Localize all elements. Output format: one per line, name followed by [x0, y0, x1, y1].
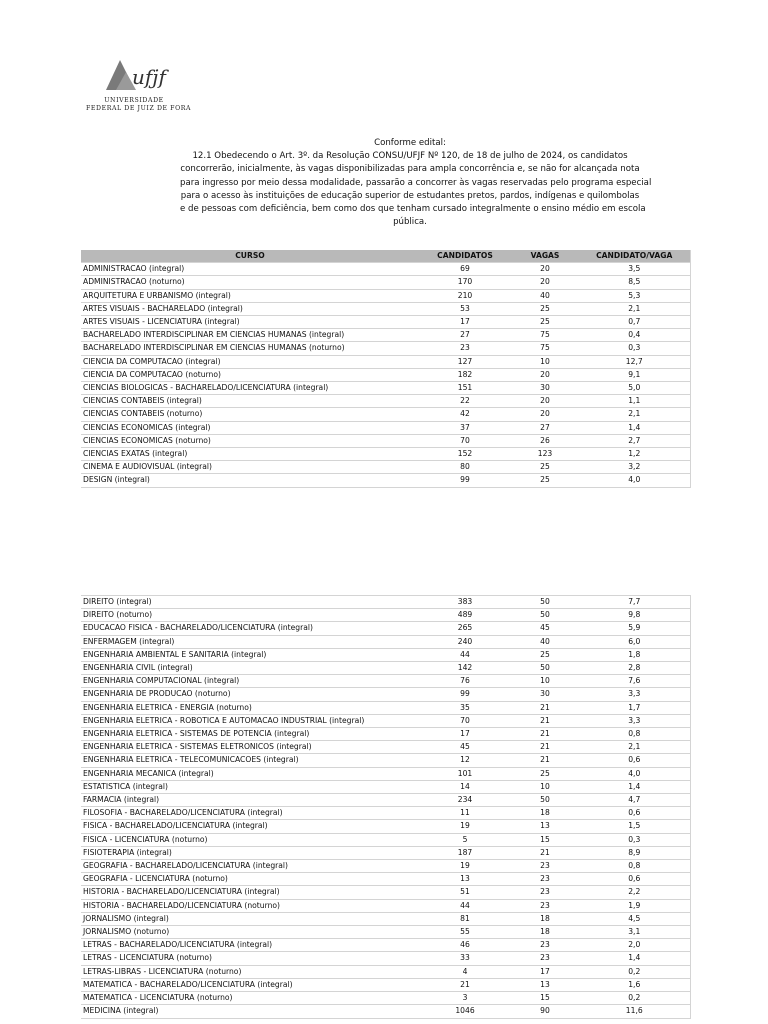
cell-vagas: 50	[511, 609, 579, 622]
cell-vagas: 45	[511, 622, 579, 635]
cell-candidatos: 55	[419, 926, 511, 939]
cell-candidato-vaga: 2,1	[579, 408, 690, 421]
cell-curso: ENFERMAGEM (integral)	[81, 635, 419, 648]
table-row	[81, 886, 690, 899]
cell-curso: EDUCACAO FISICA - BACHARELADO/LICENCIATURA (integral)	[81, 622, 419, 635]
cell-candidatos: 19	[419, 820, 511, 833]
cell-candidato-vaga: 0,6	[579, 754, 690, 767]
cell-candidatos: 101	[419, 767, 511, 780]
cell-candidato-vaga: 5,0	[579, 382, 690, 395]
cell-curso: LETRAS - BACHARELADO/LICENCIATURA (integral)	[81, 939, 419, 952]
table-body	[81, 263, 690, 487]
cell-curso: ARQUITETURA E URBANISMO (integral)	[81, 289, 419, 302]
cell-candidatos: 21	[419, 978, 511, 991]
cell-curso: ENGENHARIA DE PRODUCAO (noturno)	[81, 688, 419, 701]
cell-curso: CIENCIAS ECONOMICAS (integral)	[81, 421, 419, 434]
cell-vagas: 25	[511, 302, 579, 315]
cell-curso: CIENCIAS BIOLOGICAS - BACHARELADO/LICENCIATURA (integral)	[81, 382, 419, 395]
cell-candidatos: 42	[419, 408, 511, 421]
cell-curso: CIENCIAS ECONOMICAS (noturno)	[81, 434, 419, 447]
cell-candidatos: 53	[419, 302, 511, 315]
table-row	[81, 289, 690, 302]
cell-curso: HISTORIA - BACHARELADO/LICENCIATURA (noturno)	[81, 899, 419, 912]
header-candidatos: CANDIDATOS	[419, 250, 511, 263]
cell-vagas: 50	[511, 596, 579, 609]
table-row	[81, 688, 690, 701]
cell-candidato-vaga: 4,7	[579, 794, 690, 807]
cell-candidato-vaga: 1,1	[579, 395, 690, 408]
cell-candidato-vaga: 3,3	[579, 714, 690, 727]
table-row	[81, 952, 690, 965]
intro-line: para o acesso às instituições de educação superior de estudantes pretos, pardos, indígenas e quilombolas	[180, 190, 640, 201]
cell-curso: MATEMATICA - BACHARELADO/LICENCIATURA (integral)	[81, 978, 419, 991]
cell-vagas: 27	[511, 421, 579, 434]
cell-candidato-vaga: 7,7	[579, 596, 690, 609]
cell-vagas: 13	[511, 820, 579, 833]
cell-vagas: 40	[511, 635, 579, 648]
cell-candidato-vaga: 2,1	[579, 741, 690, 754]
cell-candidatos: 51	[419, 886, 511, 899]
cell-candidatos: 3	[419, 992, 511, 1005]
table-row	[81, 622, 690, 635]
header-candidato-vaga: CANDIDATO/VAGA	[579, 250, 690, 263]
svg-text:ufjf: ufjf	[132, 65, 166, 89]
logo-institution-label: FEDERAL DE JUIZ DE FORA	[86, 105, 192, 112]
cell-candidato-vaga: 4,0	[579, 474, 690, 487]
cell-candidatos: 17	[419, 316, 511, 329]
cell-curso: ENGENHARIA ELETRICA - ROBOTICA E AUTOMACAO INDUSTRIAL (integral)	[81, 714, 419, 727]
cell-curso: MEDICINA (integral)	[81, 1005, 419, 1018]
cell-vagas: 21	[511, 754, 579, 767]
cell-candidato-vaga: 2,7	[579, 434, 690, 447]
cell-candidato-vaga: 2,8	[579, 662, 690, 675]
cell-curso: ARTES VISUAIS - BACHARELADO (integral)	[81, 302, 419, 315]
cell-vagas: 21	[511, 728, 579, 741]
cell-candidatos: 22	[419, 395, 511, 408]
cell-curso: CIENCIA DA COMPUTACAO (noturno)	[81, 368, 419, 381]
cell-candidato-vaga: 8,9	[579, 846, 690, 859]
table-row	[81, 912, 690, 925]
cell-candidato-vaga: 1,6	[579, 978, 690, 991]
cell-vagas: 25	[511, 648, 579, 661]
cell-curso: JORNALISMO (noturno)	[81, 926, 419, 939]
cell-vagas: 25	[511, 316, 579, 329]
intro-line: para ingresso por meio dessa modalidade, passarão a concorrer às vagas reservadas pelo programa especial	[180, 177, 652, 188]
table-row	[81, 368, 690, 381]
cell-candidatos: 12	[419, 754, 511, 767]
edital-intro	[180, 137, 652, 229]
cell-candidato-vaga: 0,7	[579, 316, 690, 329]
cell-vagas: 30	[511, 688, 579, 701]
table-row	[81, 741, 690, 754]
cell-candidatos: 76	[419, 675, 511, 688]
cell-candidatos: 210	[419, 289, 511, 302]
cell-vagas: 18	[511, 807, 579, 820]
cell-vagas: 21	[511, 714, 579, 727]
cell-candidatos: 70	[419, 714, 511, 727]
table-row	[81, 434, 690, 447]
cell-curso: ENGENHARIA ELETRICA - SISTEMAS DE POTENCIA (integral)	[81, 728, 419, 741]
cell-curso: ENGENHARIA ELETRICA - ENERGIA (noturno)	[81, 701, 419, 714]
intro-line: concorrerão, inicialmente, às vagas disponibilizadas para ampla concorrência e, se não for alcançada nota	[180, 164, 640, 175]
cell-vagas: 18	[511, 912, 579, 925]
header-vagas: VAGAS	[511, 250, 579, 263]
cell-candidato-vaga: 0,8	[579, 860, 690, 873]
cell-candidato-vaga: 9,1	[579, 368, 690, 381]
table-row	[81, 820, 690, 833]
cell-candidatos: 44	[419, 899, 511, 912]
cell-curso: BACHARELADO INTERDISCIPLINAR EM CIENCIAS HUMANAS (noturno)	[81, 342, 419, 355]
cell-curso: CIENCIAS CONTABEIS (integral)	[81, 395, 419, 408]
table-row	[81, 992, 690, 1005]
table-row	[81, 926, 690, 939]
cell-candidato-vaga: 2,1	[579, 302, 690, 315]
cell-curso: CIENCIA DA COMPUTACAO (integral)	[81, 355, 419, 368]
table-row	[81, 728, 690, 741]
cell-candidato-vaga: 1,4	[579, 780, 690, 793]
cell-candidatos: 1046	[419, 1005, 511, 1018]
table-row	[81, 355, 690, 368]
cell-candidatos: 46	[419, 939, 511, 952]
cell-curso: CINEMA E AUDIOVISUAL (integral)	[81, 461, 419, 474]
table-row	[81, 807, 690, 820]
cell-candidatos: 142	[419, 662, 511, 675]
ufjf-logo	[86, 56, 192, 116]
cell-vagas: 123	[511, 448, 579, 461]
table-row	[81, 714, 690, 727]
cell-candidato-vaga: 0,6	[579, 873, 690, 886]
courses-table-part1	[81, 250, 691, 488]
cell-curso: MATEMATICA - LICENCIATURA (noturno)	[81, 992, 419, 1005]
cell-vagas: 50	[511, 662, 579, 675]
cell-vagas: 23	[511, 939, 579, 952]
table-row	[81, 474, 690, 487]
cell-candidatos: 234	[419, 794, 511, 807]
table-row	[81, 939, 690, 952]
cell-candidatos: 81	[419, 912, 511, 925]
table-row	[81, 382, 690, 395]
cell-candidato-vaga: 3,1	[579, 926, 690, 939]
cell-candidato-vaga: 1,7	[579, 701, 690, 714]
table-row	[81, 316, 690, 329]
cell-candidato-vaga: 1,8	[579, 648, 690, 661]
cell-candidatos: 70	[419, 434, 511, 447]
table-row	[81, 794, 690, 807]
cell-vagas: 25	[511, 461, 579, 474]
cell-candidato-vaga: 1,4	[579, 421, 690, 434]
table-row	[81, 978, 690, 991]
table-row	[81, 754, 690, 767]
cell-candidatos: 23	[419, 342, 511, 355]
intro-line: Conforme edital:	[374, 138, 446, 148]
cell-curso: HISTORIA - BACHARELADO/LICENCIATURA (integral)	[81, 886, 419, 899]
table-header-row	[81, 250, 690, 263]
cell-candidatos: 80	[419, 461, 511, 474]
cell-vagas: 18	[511, 926, 579, 939]
logo-university-label: UNIVERSIDADE	[104, 97, 164, 104]
cell-curso: GEOGRAFIA - LICENCIATURA (noturno)	[81, 873, 419, 886]
cell-vagas: 23	[511, 952, 579, 965]
table-row	[81, 408, 690, 421]
cell-candidatos: 69	[419, 263, 511, 276]
cell-candidatos: 152	[419, 448, 511, 461]
cell-candidato-vaga: 8,5	[579, 276, 690, 289]
cell-curso: FARMACIA (integral)	[81, 794, 419, 807]
cell-candidato-vaga: 4,0	[579, 767, 690, 780]
cell-curso: LETRAS - LICENCIATURA (noturno)	[81, 952, 419, 965]
cell-candidato-vaga: 0,3	[579, 833, 690, 846]
cell-curso: FISICA - LICENCIATURA (noturno)	[81, 833, 419, 846]
table-row	[81, 965, 690, 978]
cell-candidato-vaga: 4,5	[579, 912, 690, 925]
cell-candidatos: 44	[419, 648, 511, 661]
cell-candidatos: 151	[419, 382, 511, 395]
cell-curso: ARTES VISUAIS - LICENCIATURA (integral)	[81, 316, 419, 329]
cell-candidato-vaga: 1,4	[579, 952, 690, 965]
cell-vagas: 10	[511, 355, 579, 368]
table-row	[81, 342, 690, 355]
table-row	[81, 675, 690, 688]
cell-candidato-vaga: 9,8	[579, 609, 690, 622]
table-body	[81, 596, 690, 1019]
cell-candidatos: 383	[419, 596, 511, 609]
cell-candidatos: 265	[419, 622, 511, 635]
cell-vagas: 26	[511, 434, 579, 447]
cell-candidato-vaga: 5,9	[579, 622, 690, 635]
cell-curso: ENGENHARIA ELETRICA - SISTEMAS ELETRONICOS (integral)	[81, 741, 419, 754]
cell-vagas: 23	[511, 873, 579, 886]
cell-vagas: 25	[511, 474, 579, 487]
cell-candidatos: 127	[419, 355, 511, 368]
cell-curso: ADMINISTRACAO (noturno)	[81, 276, 419, 289]
cell-candidato-vaga: 3,2	[579, 461, 690, 474]
cell-candidatos: 27	[419, 329, 511, 342]
cell-vagas: 20	[511, 408, 579, 421]
cell-curso: CIENCIAS EXATAS (integral)	[81, 448, 419, 461]
cell-curso: FISICA - BACHARELADO/LICENCIATURA (integral)	[81, 820, 419, 833]
cell-curso: FISIOTERAPIA (integral)	[81, 846, 419, 859]
table-row	[81, 421, 690, 434]
cell-curso: DIREITO (noturno)	[81, 609, 419, 622]
cell-candidato-vaga: 2,2	[579, 886, 690, 899]
cell-candidatos: 240	[419, 635, 511, 648]
table-row	[81, 833, 690, 846]
intro-line: pública.	[393, 217, 427, 228]
table-row	[81, 899, 690, 912]
cell-candidatos: 99	[419, 474, 511, 487]
cell-curso: GEOGRAFIA - BACHARELADO/LICENCIATURA (integral)	[81, 860, 419, 873]
cell-vagas: 21	[511, 701, 579, 714]
cell-curso: FILOSOFIA - BACHARELADO/LICENCIATURA (integral)	[81, 807, 419, 820]
cell-vagas: 20	[511, 276, 579, 289]
cell-candidato-vaga: 12,7	[579, 355, 690, 368]
cell-vagas: 13	[511, 978, 579, 991]
cell-vagas: 25	[511, 767, 579, 780]
cell-candidato-vaga: 6,0	[579, 635, 690, 648]
intro-line: 12.1 Obedecendo o Art. 3º. da Resolução CONSU/UFJF Nº 120, de 18 de julho de 2024, os candidatos	[192, 151, 628, 162]
cell-vagas: 40	[511, 289, 579, 302]
cell-vagas: 23	[511, 860, 579, 873]
cell-curso: BACHARELADO INTERDISCIPLINAR EM CIENCIAS HUMANAS (integral)	[81, 329, 419, 342]
cell-curso: ESTATISTICA (integral)	[81, 780, 419, 793]
cell-candidato-vaga: 0,2	[579, 965, 690, 978]
cell-vagas: 30	[511, 382, 579, 395]
cell-candidatos: 489	[419, 609, 511, 622]
table-row	[81, 701, 690, 714]
table-row	[81, 780, 690, 793]
cell-vagas: 23	[511, 886, 579, 899]
cell-candidatos: 17	[419, 728, 511, 741]
cell-candidatos: 4	[419, 965, 511, 978]
courses-table-part2	[81, 595, 691, 1019]
cell-curso: DIREITO (integral)	[81, 596, 419, 609]
cell-candidato-vaga: 0,2	[579, 992, 690, 1005]
cell-vagas: 20	[511, 368, 579, 381]
cell-vagas: 90	[511, 1005, 579, 1018]
cell-vagas: 21	[511, 846, 579, 859]
cell-candidato-vaga: 2,0	[579, 939, 690, 952]
cell-candidato-vaga: 1,5	[579, 820, 690, 833]
table-row	[81, 1005, 690, 1018]
cell-vagas: 20	[511, 263, 579, 276]
table-row	[81, 662, 690, 675]
table-row	[81, 461, 690, 474]
cell-curso: DESIGN (integral)	[81, 474, 419, 487]
table-row	[81, 263, 690, 276]
cell-candidatos: 37	[419, 421, 511, 434]
cell-candidato-vaga: 3,3	[579, 688, 690, 701]
ufjf-logo-mark	[86, 56, 182, 96]
cell-candidato-vaga: 1,9	[579, 899, 690, 912]
cell-vagas: 20	[511, 395, 579, 408]
header-curso: CURSO	[81, 250, 419, 263]
cell-vagas: 10	[511, 780, 579, 793]
cell-candidato-vaga: 0,4	[579, 329, 690, 342]
cell-candidatos: 182	[419, 368, 511, 381]
cell-curso: ENGENHARIA CIVIL (integral)	[81, 662, 419, 675]
table-row	[81, 596, 690, 609]
cell-curso: ENGENHARIA ELETRICA - TELECOMUNICACOES (integral)	[81, 754, 419, 767]
cell-candidatos: 33	[419, 952, 511, 965]
cell-candidato-vaga: 7,6	[579, 675, 690, 688]
cell-curso: CIENCIAS CONTABEIS (noturno)	[81, 408, 419, 421]
cell-candidatos: 187	[419, 846, 511, 859]
cell-vagas: 75	[511, 329, 579, 342]
intro-line: e de pessoas com deficiência, bem como dos que tenham cursado integralmente o ensino médio em escola	[180, 204, 646, 215]
table-row	[81, 609, 690, 622]
cell-candidatos: 13	[419, 873, 511, 886]
cell-vagas: 15	[511, 833, 579, 846]
cell-candidatos: 45	[419, 741, 511, 754]
cell-candidato-vaga: 3,5	[579, 263, 690, 276]
cell-vagas: 21	[511, 741, 579, 754]
cell-candidatos: 170	[419, 276, 511, 289]
cell-candidato-vaga: 0,3	[579, 342, 690, 355]
cell-vagas: 17	[511, 965, 579, 978]
cell-candidato-vaga: 11,6	[579, 1005, 690, 1018]
cell-candidatos: 19	[419, 860, 511, 873]
table-row	[81, 635, 690, 648]
table-row	[81, 276, 690, 289]
table-row	[81, 648, 690, 661]
cell-curso: ADMINISTRACAO (integral)	[81, 263, 419, 276]
table-row	[81, 448, 690, 461]
table-row	[81, 860, 690, 873]
cell-candidato-vaga: 5,3	[579, 289, 690, 302]
cell-candidato-vaga: 1,2	[579, 448, 690, 461]
cell-curso: ENGENHARIA AMBIENTAL E SANITARIA (integral)	[81, 648, 419, 661]
cell-curso: ENGENHARIA MECANICA (integral)	[81, 767, 419, 780]
table-row	[81, 302, 690, 315]
cell-curso: ENGENHARIA COMPUTACIONAL (integral)	[81, 675, 419, 688]
cell-candidato-vaga: 0,6	[579, 807, 690, 820]
cell-candidato-vaga: 0,8	[579, 728, 690, 741]
cell-curso: LETRAS-LIBRAS - LICENCIATURA (noturno)	[81, 965, 419, 978]
table-row	[81, 873, 690, 886]
cell-candidatos: 14	[419, 780, 511, 793]
table-row	[81, 846, 690, 859]
table-row	[81, 329, 690, 342]
cell-vagas: 10	[511, 675, 579, 688]
cell-candidatos: 5	[419, 833, 511, 846]
cell-candidatos: 99	[419, 688, 511, 701]
table-row	[81, 767, 690, 780]
table-row	[81, 395, 690, 408]
cell-curso: JORNALISMO (integral)	[81, 912, 419, 925]
cell-vagas: 50	[511, 794, 579, 807]
cell-candidatos: 35	[419, 701, 511, 714]
cell-vagas: 23	[511, 899, 579, 912]
cell-vagas: 15	[511, 992, 579, 1005]
cell-candidatos: 11	[419, 807, 511, 820]
cell-vagas: 75	[511, 342, 579, 355]
